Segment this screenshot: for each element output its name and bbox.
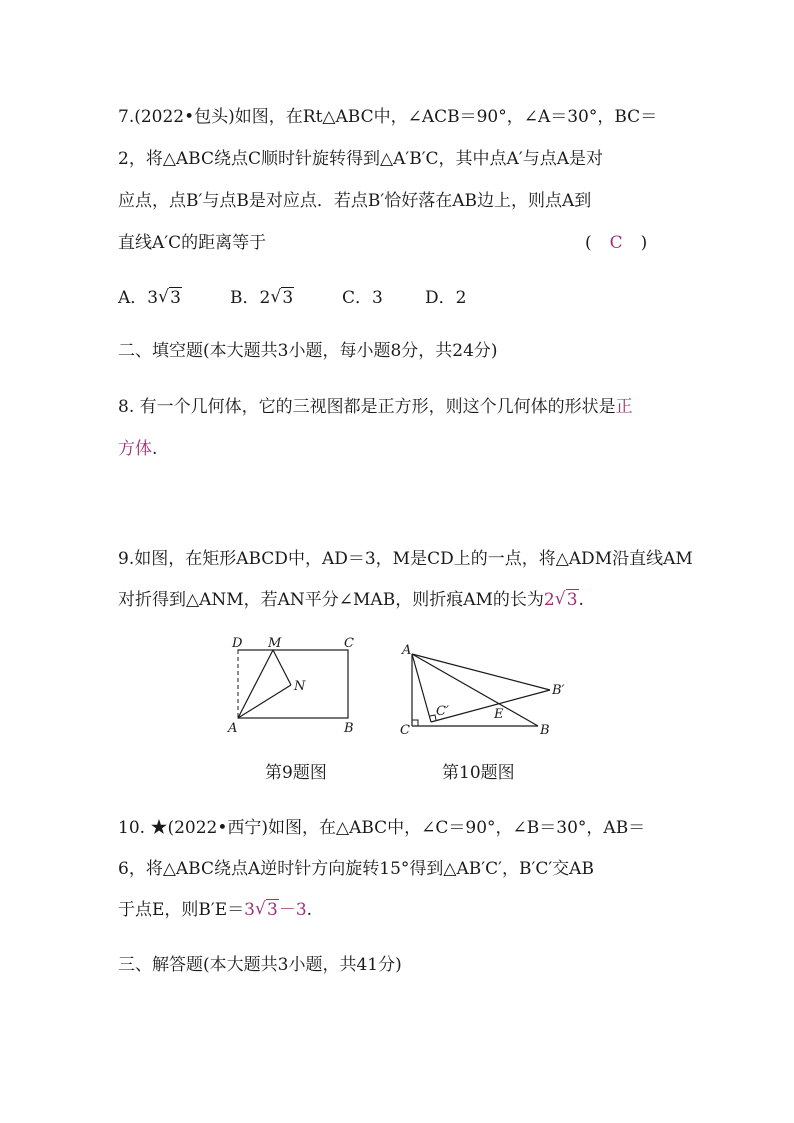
q8-line-2 (118, 438, 157, 460)
label-n: N (294, 679, 306, 694)
q10-answer-radicand: 3 (267, 900, 278, 920)
label-d: D (232, 636, 243, 651)
section-2-heading: 二、填空题(本大题共3小题，每小题8分，共24分) (118, 341, 498, 361)
figure-9 (226, 634, 366, 744)
label-b-prime: B′ (552, 683, 565, 698)
figure-10-caption: 第10题图 (442, 763, 515, 783)
figure-9-caption: 第9题图 (265, 763, 327, 783)
q8-text: 8. 有一个几何体，它的三视图都是正方形，则这个几何体的形状是 (118, 397, 616, 417)
label-c: C (344, 636, 354, 651)
q7-paren-close: ) (640, 233, 648, 253)
label-a: A (228, 721, 238, 736)
side-ab (412, 654, 538, 726)
label-c-prime: C′ (436, 704, 449, 719)
q7-option-b-radicand: 3 (282, 288, 294, 308)
q8-answer-part-2: 方体 (118, 439, 152, 459)
q8-answer-part-1: 正 (615, 397, 633, 417)
side-ab-prime (412, 654, 550, 690)
q10-answer-tail: －3 (278, 900, 307, 920)
label-a: A (402, 643, 412, 658)
q7-option-b (230, 287, 294, 309)
q7-option-c: C．3 (342, 288, 383, 308)
sqrt-symbol (555, 589, 579, 611)
label-c: C (400, 723, 410, 738)
q9-line-2-text: 对折得到△ANM，若AN平分∠MAB，则折痕AM的长为 (118, 590, 544, 610)
q8-line-1 (118, 396, 633, 418)
q7-line-2: 2，将△ABC绕点C顺时针旋转得到△A′B′C，其中点A′与点A是对 (118, 149, 603, 169)
side-ac-prime (412, 654, 431, 722)
q9-line-2 (118, 589, 584, 611)
q8-end: . (152, 439, 158, 459)
right-angle-mark-c (412, 720, 418, 726)
figure-10 (398, 640, 578, 750)
segment-mn (273, 650, 291, 685)
label-b: B (344, 721, 354, 736)
q9-end: . (578, 590, 584, 610)
label-e: E (494, 707, 504, 722)
q10-line-2: 6，将△ABC绕点A逆时针方向旋转15°得到△AB′C′，B′C′交AB (118, 859, 594, 879)
q7-option-b-coef: B．2 (230, 288, 271, 308)
q7-line-1: 7.(2022•包头)如图，在Rt△ABC中，∠ACB＝90°，∠A＝30°，BC＝ (118, 107, 658, 127)
q10-end: . (306, 900, 313, 920)
q7-option-a-radicand: 3 (170, 288, 181, 308)
q7-line-3: 应点，点B′与点B是对应点．若点B′恰好落在AB边上，则点A到 (118, 191, 592, 211)
q9-answer-coef: 2 (543, 590, 555, 610)
label-m: M (268, 636, 282, 651)
q9-line-1: 9.如图，在矩形ABCD中，AD＝3，M是CD上的一点，将△ADM沿直线AM (118, 549, 693, 569)
q7-option-a-coef: A．3 (118, 288, 159, 308)
section-3-heading: 三、解答题(本大题共3小题，共41分) (118, 955, 402, 975)
q10-line-3-text: 于点E，则B′E＝ (118, 900, 245, 920)
q10-line-1: 10. ★(2022•西宁)如图，在△ABC中，∠C＝90°，∠B＝30°，AB＝ (118, 818, 646, 838)
q7-line-4: 直线A′C的距离等于 (118, 233, 267, 253)
label-b: B (540, 723, 550, 738)
sqrt-symbol (158, 287, 182, 309)
q7-answer-bracket (585, 232, 647, 254)
q7-answer: C (609, 233, 623, 253)
q7-option-a (118, 287, 182, 309)
q10-answer-coef: 3 (244, 900, 255, 920)
q7-paren-open: ( (585, 233, 592, 253)
q7-option-d: D．2 (425, 288, 467, 308)
q10-line-3 (118, 899, 312, 921)
sqrt-symbol (270, 287, 294, 309)
q9-answer-radicand: 3 (566, 590, 578, 610)
sqrt-symbol (255, 899, 279, 921)
